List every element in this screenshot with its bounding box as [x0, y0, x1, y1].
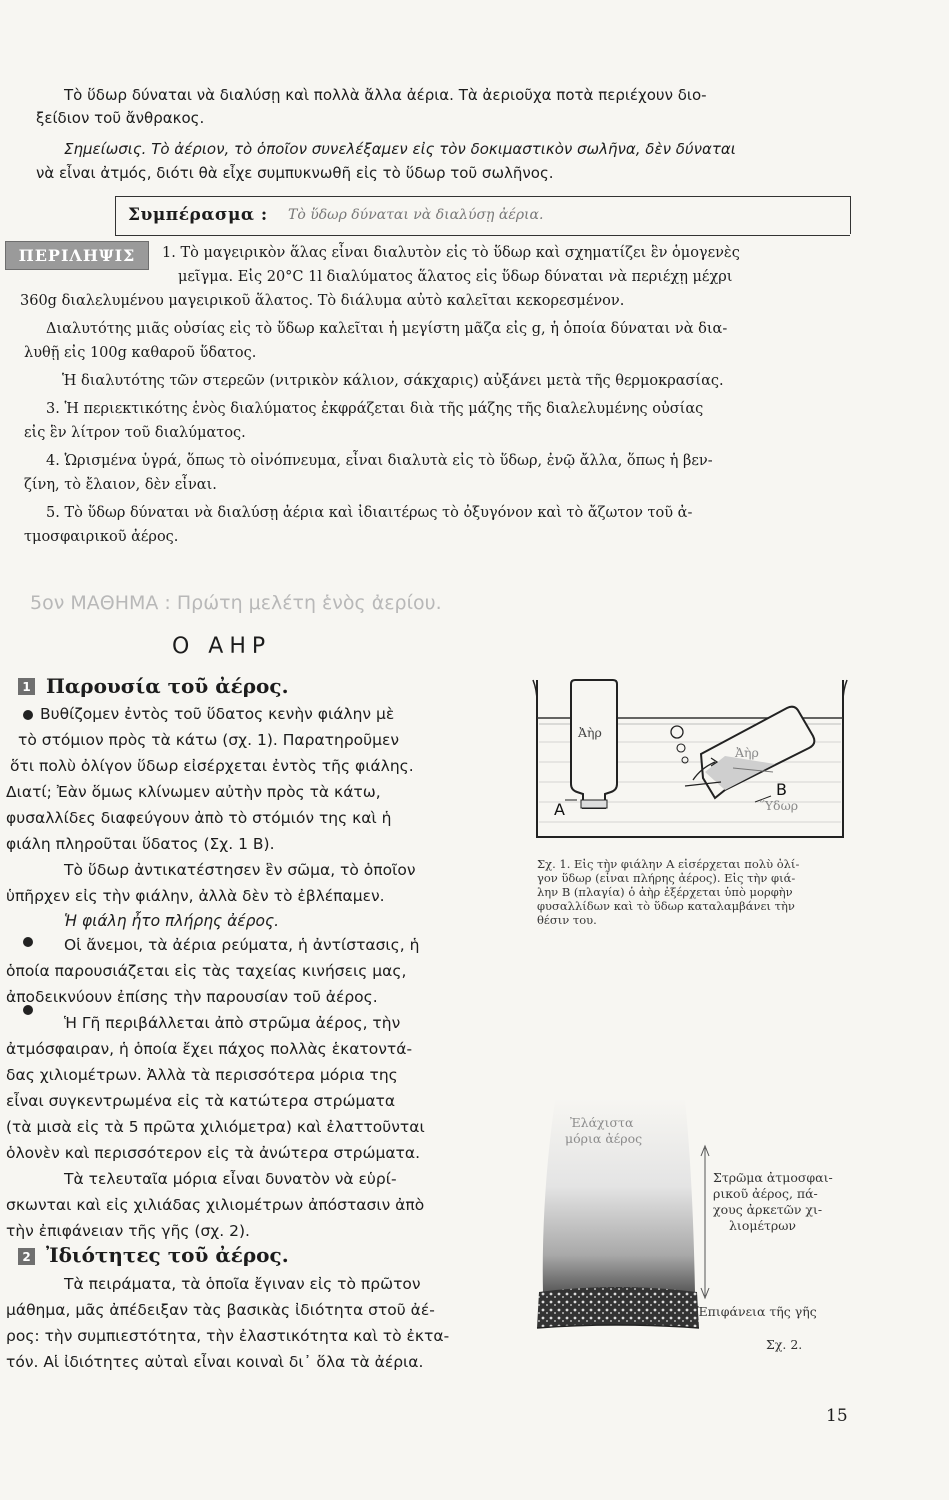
- fig2-top-label-2: μόρια ἀέρος: [565, 1131, 643, 1146]
- fig2-side-label-4: λιομέτρων: [729, 1218, 797, 1233]
- fig2-caption: Σχ. 2.: [766, 1337, 803, 1352]
- s1-line-14: ἀτμόσφαιραν, ἡ ὁποία ἔχει πάχος πολλὰς ἑκατοντά-: [6, 1040, 413, 1058]
- s1-line-7: Τὸ ὕδωρ ἀντικατέστησεν ἓν σῶμα, τὸ ὁποῖον: [64, 861, 416, 879]
- s1-line-11: ὁποία παρουσιάζεται εἰς τὰς ταχείας κινήσεις μας,: [6, 962, 407, 980]
- s1-line-5: φυσαλλίδες διαφεύγουν ἀπὸ τὸ στόμιόν της καὶ ἡ: [6, 809, 392, 827]
- summary-line-10: ζίνη, τὸ ἔλαιον, δὲν εἶναι.: [24, 477, 217, 493]
- summary-line-4: Διαλυτότης μιᾶς οὐσίας εἰς τὸ ὕδωρ καλεῖται ἡ μεγίστη μᾶζα εἰς g, ἡ ὁποία δύναται νὰ δια-: [46, 321, 728, 337]
- s1-line-21: τὴν ἐπιφάνειαν τῆς γῆς (σχ. 2).: [6, 1222, 250, 1240]
- page-number: 15: [826, 1406, 848, 1426]
- s1-line-9: Ἡ φιάλη ἦτο πλήρης ἀέρος.: [64, 912, 280, 930]
- top-line-4: νὰ εἶναι ἀτμός, διότι θὰ εἶχε συμπυκνωθῆ εἰς τὸ ὕδωρ τοῦ σωλῆνος.: [36, 164, 554, 182]
- fig1-label-air-a: Ἀὴρ: [578, 725, 602, 740]
- s1-line-12: ἀποδεικνύουν ἐπίσης τὴν παρουσίαν τοῦ ἀέρος.: [6, 988, 378, 1006]
- fig1-caption-4: φυσαλλίδων καὶ τὸ ὕδωρ καταλαμβάνει τὴν: [537, 899, 795, 913]
- fig1-label-water: Ὕδωρ: [760, 798, 799, 813]
- fig1-label-a: Α: [554, 800, 565, 819]
- fig2-bottom-label: Ἐπιφάνεια τῆς γῆς: [697, 1304, 817, 1319]
- s1-line-18: ὁλονὲν καὶ περισσότερον εἰς τὰ ἀνώτερα στρώματα.: [6, 1144, 421, 1162]
- summary-line-1: 1. Τὸ μαγειρικὸν ἅλας εἶναι διαλυτὸν εἰς τὸ ὕδωρ καὶ σχηματίζει ἓν ὁμογενὲς: [162, 245, 740, 261]
- summary-line-12: τμοσφαιρικοῦ ἀέρος.: [24, 529, 179, 545]
- top-line-1: Τὸ ὕδωρ δύναται νὰ διαλύσῃ καὶ πολλὰ ἄλλα ἀέρια. Τὰ ἀεριοῦχα ποτὰ περιέχουν διο-: [64, 86, 707, 104]
- summary-line-7: 3. Ἡ περιεκτικότης ἑνὸς διαλύματος ἐκφράζεται διὰ τῆς μάζης τῆς διαλελυμένης οὐσίας: [46, 401, 704, 417]
- summary-line-9: 4. Ὡρισμένα ὑγρά, ὅπως τὸ οἰνόπνευμα, εἶναι διαλυτὰ εἰς τὸ ὕδωρ, ἐνῷ ἄλλα, ὅπως ἡ βεν-: [46, 453, 713, 469]
- lesson-title: Ο ΑΗΡ: [172, 634, 272, 659]
- conclusion-text: Τὸ ὕδωρ δύναται νὰ διαλύσῃ ἀέρια.: [288, 207, 544, 223]
- fig1-caption-3: λην Β (πλαγία) ὁ ἀὴρ ἐξέρχεται ὑπὸ μορφὴν: [537, 885, 793, 899]
- fig1-label-b: Β: [776, 780, 787, 799]
- s1-line-2: τὸ στόμιον πρὸς τὰ κάτω (σχ. 1). Παρατηροῦμεν: [18, 731, 400, 749]
- s1-line-1: Βυθίζομεν ἐντὸς τοῦ ὕδατος κενὴν φιάλην μὲ: [40, 705, 395, 723]
- s1-line-20: σκωνται καὶ εἰς χιλιάδας χιλιομέτρων ἀπόστασιν ἀπὸ: [6, 1196, 425, 1214]
- section-2-number: 2: [18, 1248, 35, 1265]
- fig2-top-label-1: Ἐλάχιστα: [570, 1115, 634, 1130]
- summary-badge: ΠΕΡΙΛΗΨΙΣ: [5, 241, 149, 270]
- s2-line-3: ρος: τὴν συμπιεστότητα, τὴν ἐλαστικότητα καὶ τὸ ἐκτα-: [6, 1327, 450, 1345]
- summary-line-3: 360g διαλελυμένου μαγειρικοῦ ἅλατος. Τὸ διάλυμα αὐτὸ καλεῖται κεκορεσμένον.: [20, 293, 625, 309]
- figure-1-diagram: [525, 672, 855, 852]
- s1-line-4: Διατί; Ἐὰν ὅμως κλίνωμεν αὐτὴν πρὸς τὰ κάτω,: [6, 783, 381, 801]
- section-1-number: 1: [18, 678, 35, 695]
- conclusion-title: Συμπέρασμα :: [128, 205, 268, 225]
- s1-line-3: ὅτι πολὺ ὀλίγον ὕδωρ εἰσέρχεται ἐντὸς τῆς φιάλης.: [10, 757, 414, 775]
- s2-line-1: Τὰ πειράματα, τὰ ὁποῖα ἔγιναν εἰς τὸ πρῶτον: [64, 1275, 421, 1293]
- fig2-side-label-3: χους ἀρκετῶν χι-: [713, 1202, 823, 1217]
- section-2-heading: Ἰδιότητες τοῦ ἀέρος.: [46, 1243, 289, 1267]
- s1-line-17: (τὰ μισὰ εἰς τὰ 5 πρῶτα χιλιόμετρα) καὶ ἐλαττοῦνται: [6, 1118, 425, 1136]
- s1-line-8: ὑπῆρχεν εἰς τὴν φιάλην, ἀλλὰ δὲν τὸ ἐβλέπαμεν.: [6, 887, 385, 905]
- bullet-icon: [23, 710, 33, 720]
- s1-line-10: Οἱ ἄνεμοι, τὰ ἀέρια ρεύματα, ἡ ἀντίστασις, ἡ: [64, 936, 420, 954]
- fig1-caption-5: θέσιν του.: [537, 913, 597, 927]
- bullet-icon: [23, 937, 33, 947]
- summary-line-8: εἰς ἓν λίτρον τοῦ διαλύματος.: [24, 425, 246, 441]
- s2-line-4: τόν. Αἱ ἰδιότητες αὐταὶ εἶναι κοιναὶ δι᾽ ὅλα τὰ ἀέρια.: [6, 1353, 424, 1371]
- conclusion-box: [115, 196, 850, 236]
- s1-line-19: Τὰ τελευταῖα μόρια εἶναι δυνατὸν νὰ εὑρί-: [64, 1170, 397, 1188]
- fig2-side-label-2: ρικοῦ ἀέρος, πά-: [713, 1186, 818, 1201]
- top-line-3: Σημείωσις. Τὸ ἀέριον, τὸ ὁποῖον συνελέξαμεν εἰς τὸν δοκιμαστικὸν σωλῆνα, δὲν δύναται: [64, 140, 736, 158]
- lesson-heading: 5ον ΜΑΘΗΜΑ : Πρώτη μελέτη ἑνὸς ἀερίου.: [30, 592, 442, 614]
- summary-line-5: λυθῇ εἰς 100g καθαροῦ ὕδατος.: [24, 345, 257, 361]
- summary-line-2: μεῖγμα. Εἰς 20°C 1l διαλύματος ἅλατος εἰς ὕδωρ δύναται νὰ περιέχῃ μέχρι: [178, 269, 733, 285]
- s1-line-6: φιάλη πληροῦται ὕδατος (Σχ. 1 Β).: [6, 835, 275, 853]
- summary-line-6: Ἡ διαλυτότης τῶν στερεῶν (νιτρικὸν κάλιον, σάκχαρις) αὐξάνει μετὰ τῆς θερμοκρασίας.: [62, 373, 724, 389]
- fig2-side-label-1: Στρῶμα ἀτμοσφαι-: [713, 1170, 833, 1185]
- summary-line-11: 5. Τὸ ὕδωρ δύναται νὰ διαλύσῃ ἀέρια καὶ ἰδιαιτέρως τὸ ὀξυγόνον καὶ τὸ ἄζωτον τοῦ ἀ-: [46, 505, 693, 521]
- s2-line-2: μάθημα, μᾶς ἀπέδειξαν τὰς βασικὰς ἰδιότητα στοῦ ἀέ-: [6, 1301, 435, 1319]
- s1-line-13: Ἡ Γῆ περιβάλλεται ἀπὸ στρῶμα ἀέρος, τὴν: [64, 1014, 401, 1032]
- s1-line-16: εἶναι συγκεντρωμένα εἰς τὰ κατώτερα στρώματα: [6, 1092, 396, 1110]
- s1-line-15: δας χιλιομέτρων. Ἀλλὰ τὰ περισσότερα μόρια της: [6, 1066, 398, 1084]
- top-line-2: ξείδιον τοῦ ἄνθρακος.: [36, 109, 205, 127]
- fig1-label-air-b: Ἀὴρ: [735, 745, 759, 760]
- fig1-caption-2: γον ὕδωρ (εἶναι πλήρης ἀέρος). Εἰς τὴν φιά-: [537, 871, 796, 885]
- section-1-heading: Παρουσία τοῦ ἀέρος.: [46, 674, 289, 698]
- fig1-caption-1: Σχ. 1. Εἰς τὴν φιάλην Α εἰσέρχεται πολὺ ὀλί-: [537, 857, 800, 871]
